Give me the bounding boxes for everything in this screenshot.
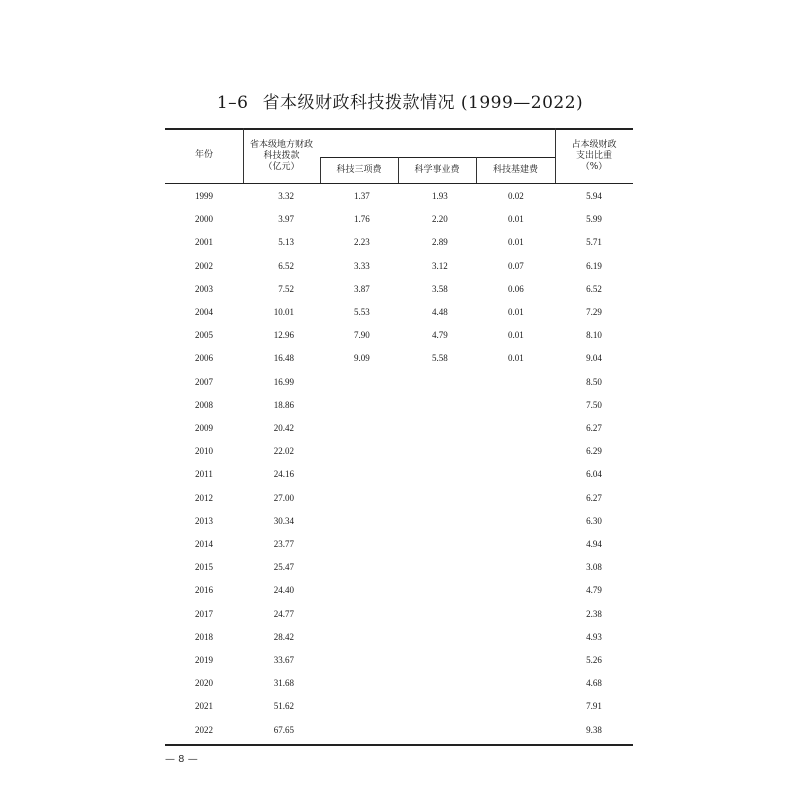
year-cell: 2001 [195,237,213,248]
pct-cell: 8.10 [586,330,602,341]
total-cell [243,649,320,672]
header-sub2 [398,165,476,176]
sub1-cell: 9.09 [354,353,370,364]
sub1-cell [354,463,414,486]
sub1-cell [354,394,414,417]
table-row [165,487,633,510]
pct-cell: 8.50 [586,376,602,387]
sub1-cell: 1.76 [354,214,370,225]
sub3-cell: 0.01 [508,214,524,225]
total-value: 22.02 [273,446,294,457]
total-value: 7.52 [278,283,294,294]
table-row [165,626,633,649]
pct-cell: 5.99 [586,214,602,225]
year-cell: 2008 [195,399,213,410]
sub2-cell: 4.48 [432,307,448,317]
page-title [0,88,800,113]
year-cell: 2015 [195,562,213,573]
total-value: 3.97 [278,214,294,225]
header-pct [555,140,633,173]
table-row [165,185,633,208]
sub2-cell [432,394,492,417]
total-cell [243,347,320,370]
table-row [165,347,633,370]
pct-cell: 7.29 [586,307,602,317]
total-value: 20.42 [273,423,294,433]
year-cell: 2014 [195,539,213,549]
total-value: 12.96 [273,330,294,341]
table-row [165,255,633,278]
sub1-cell [354,487,414,510]
total-value: 28.42 [273,631,294,642]
header-year [165,150,243,161]
year-cell: 2019 [195,655,213,665]
sub2-cell [432,487,492,510]
year-cell: 2004 [195,307,213,317]
sub1-cell: 7.90 [354,330,370,341]
year-cell: 2002 [195,260,213,271]
sub2-cell [432,417,492,440]
sub2-cell: 5.58 [432,353,448,364]
year-cell: 2013 [195,515,213,526]
total-cell [243,278,320,301]
sub3-cell: 0.01 [508,353,524,364]
header-pct-line2: 支出比重 [575,151,612,161]
table-top-rule [165,128,633,130]
table-title-text: 省本级财政科技拨款情况 (1999—2022) [262,93,584,113]
sub2-cell [432,603,492,626]
pct-cell: 3.08 [586,562,602,573]
total-cell [243,324,320,347]
sub1-cell [354,417,414,440]
total-value: 31.68 [273,678,294,689]
header-pct-line3: （%） [580,162,608,172]
sub1-cell [354,603,414,626]
total-cell [243,487,320,510]
total-value: 10.01 [273,307,294,317]
year-cell: 2009 [195,423,213,433]
total-cell [243,231,320,254]
table-row [165,603,633,626]
pct-cell: 6.52 [586,283,602,294]
sub2-cell [432,649,492,672]
pct-cell: 4.79 [586,585,602,596]
sub2-cell: 3.12 [432,260,448,271]
header-bottom-rule [165,183,633,184]
table-row [165,417,633,440]
pct-cell: 4.94 [586,539,602,549]
sub2-cell [432,463,492,486]
total-cell [243,510,320,533]
total-cell [243,695,320,718]
total-value: 5.13 [278,237,294,248]
header-sub1-label: 科技三项费 [336,165,382,175]
pct-cell: 6.30 [586,515,602,526]
table-row [165,301,633,324]
total-cell [243,371,320,394]
sub1-cell [354,695,414,718]
total-value: 18.86 [273,399,294,410]
total-cell [243,463,320,486]
page-number: — 8 — [165,754,198,765]
sub2-cell: 2.20 [432,214,448,225]
sub3-cell: 0.02 [508,191,524,201]
sub3-cell: 0.06 [508,283,524,294]
table-row [165,533,633,556]
total-value: 67.65 [273,724,294,735]
header-total-line2: 科技拨款 [263,151,300,161]
sub1-cell [354,719,414,742]
sub2-cell: 3.58 [432,283,448,294]
year-cell: 2020 [195,678,213,689]
sub1-cell [354,510,414,533]
pct-cell: 2.38 [586,608,602,619]
sub2-cell [432,672,492,695]
table-row [165,649,633,672]
header-sub3 [476,165,555,176]
sub2-cell [432,695,492,718]
year-cell: 2003 [195,283,213,294]
table-row [165,278,633,301]
total-value: 16.99 [273,376,294,387]
total-value: 3.32 [278,191,294,201]
pct-cell: 6.29 [586,446,602,457]
sub3-cell: 0.01 [508,237,524,248]
total-value: 51.62 [273,701,294,712]
table-row [165,440,633,463]
total-cell [243,255,320,278]
total-value: 30.34 [273,515,294,526]
table-number: 1–6 [216,93,249,113]
sub1-cell [354,440,414,463]
year-cell: 2000 [195,214,213,225]
table-row [165,371,633,394]
table-row [165,579,633,602]
total-value: 27.00 [273,492,294,503]
table-row [165,719,633,742]
table-row [165,556,633,579]
table-row [165,672,633,695]
total-value: 25.47 [273,562,294,573]
table-row [165,208,633,231]
sub1-cell [354,371,414,394]
total-cell [243,440,320,463]
pct-cell: 6.27 [586,492,602,503]
total-cell [243,417,320,440]
total-value: 23.77 [273,539,294,549]
total-cell [243,533,320,556]
total-value: 6.52 [278,260,294,271]
total-value: 33.67 [273,655,294,665]
table-row [165,510,633,533]
sub2-cell [432,579,492,602]
sub1-cell: 1.37 [354,191,370,201]
sub1-cell: 2.23 [354,237,370,248]
table-row [165,231,633,254]
pct-cell: 4.68 [586,678,602,689]
table-row [165,695,633,718]
total-value: 16.48 [273,353,294,364]
pct-cell: 9.38 [586,724,602,735]
sub3-cell: 0.07 [508,260,524,271]
sub2-cell: 1.93 [432,191,448,201]
header-sub3-label: 科技基建费 [492,165,538,175]
sub2-cell [432,719,492,742]
year-cell: 1999 [195,191,213,201]
pct-cell: 7.91 [586,701,602,712]
sub1-cell [354,579,414,602]
sub1-cell [354,556,414,579]
sub3-cell: 0.01 [508,330,524,341]
sub1-cell [354,649,414,672]
sub1-cell: 5.53 [354,307,370,317]
year-cell: 2007 [195,376,213,387]
total-cell [243,556,320,579]
header-sub1 [320,165,398,176]
sub2-cell [432,440,492,463]
table-row [165,324,633,347]
header-total-line3: （亿元） [263,162,300,172]
pct-cell: 6.19 [586,260,602,271]
pct-cell: 5.94 [586,191,602,201]
year-cell: 2022 [195,724,213,735]
year-cell: 2018 [195,631,213,642]
year-cell: 2005 [195,330,213,341]
total-cell [243,579,320,602]
year-cell: 2016 [195,585,213,596]
sub2-cell: 4.79 [432,330,448,341]
pct-cell: 6.04 [586,469,602,480]
year-cell: 2017 [195,608,213,619]
total-cell [243,208,320,231]
sub1-cell: 3.33 [354,260,370,271]
table-row [165,394,633,417]
total-value: 24.40 [273,585,294,596]
header-year-label: 年份 [194,150,213,160]
year-cell: 2021 [195,701,213,712]
table-bottom-rule [165,744,633,746]
sub2-cell [432,556,492,579]
sub2-cell [432,510,492,533]
sub1-cell [354,672,414,695]
sub1-cell [354,533,414,556]
total-cell [243,719,320,742]
year-cell: 2006 [195,353,213,364]
header-pct-line1: 占本级财政 [571,140,617,150]
pct-cell: 7.50 [586,399,602,410]
sub3-cell: 0.01 [508,307,524,317]
total-cell [243,603,320,626]
total-cell [243,626,320,649]
header-total-line1: 省本级地方财政 [249,140,313,150]
pct-cell: 4.93 [586,631,602,642]
year-cell: 2010 [195,446,213,457]
header-sub2-label: 科学事业费 [414,165,460,175]
total-cell [243,394,320,417]
pct-cell: 5.71 [586,237,602,248]
year-cell: 2011 [195,469,213,480]
sub1-cell: 3.87 [354,283,370,294]
total-cell [243,672,320,695]
pct-cell: 6.27 [586,423,602,433]
year-cell: 2012 [195,492,213,503]
sub2-cell: 2.89 [432,237,448,248]
table-row [165,463,633,486]
pct-cell: 9.04 [586,353,602,364]
pct-cell: 5.26 [586,655,602,665]
header-total [243,140,320,173]
sub2-cell [432,626,492,649]
subheader-rule [320,157,555,158]
sub1-cell [354,626,414,649]
total-value: 24.77 [273,608,294,619]
sub2-cell [432,533,492,556]
total-cell [243,185,320,208]
total-value: 24.16 [273,469,294,480]
sub2-cell [432,371,492,394]
total-cell [243,301,320,324]
